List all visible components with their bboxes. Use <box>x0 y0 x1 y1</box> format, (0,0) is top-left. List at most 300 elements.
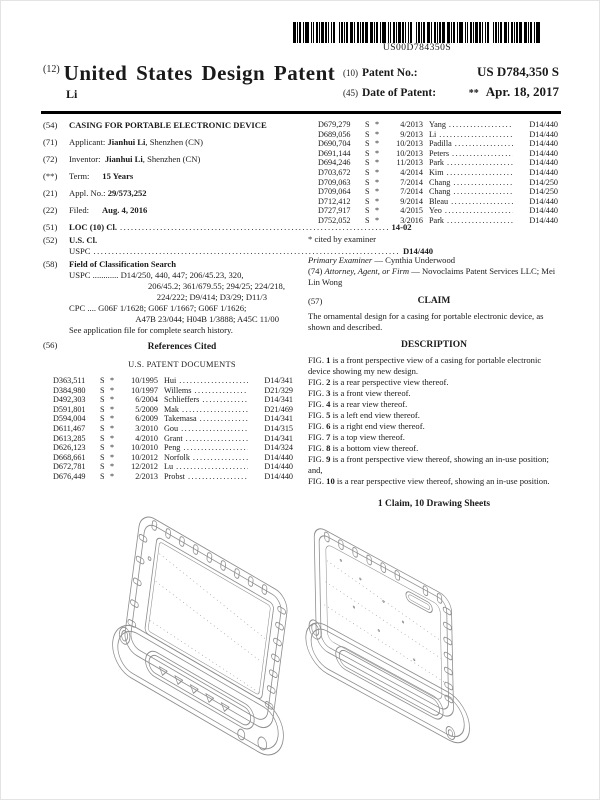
patent-number: D703,672 <box>318 167 351 177</box>
fig-label: FIG. <box>308 420 324 431</box>
date-text: Apr. 18, 2017 <box>485 84 559 99</box>
dot-leader <box>186 434 248 444</box>
patent-number-row <box>343 64 559 80</box>
classification-code: D14/341 <box>264 414 293 424</box>
fig-text: is a front perspective view thereof, showing an in-use position; and, <box>308 453 549 475</box>
kind-code: S <box>365 206 370 216</box>
dot-leader <box>182 405 248 415</box>
figure-description-line <box>308 355 541 376</box>
patent-row <box>318 158 558 168</box>
patent-row <box>318 130 558 140</box>
section-field-search <box>43 259 295 336</box>
cited-by-examiner-star: * <box>110 414 115 424</box>
classification-code: D14/440 <box>529 167 558 177</box>
kind-code: S <box>365 129 370 139</box>
patent-row <box>318 139 558 149</box>
patent-date: 7/2014 <box>400 187 423 197</box>
classification-code: D14/440 <box>529 139 558 149</box>
patentee-name: Takemasa <box>164 414 197 424</box>
patent-number: D668,661 <box>53 452 86 462</box>
patent-number: D690,704 <box>318 139 351 149</box>
appl-no-value: 29/573,252 <box>107 188 147 198</box>
patent-number: D709,063 <box>318 177 351 187</box>
field-51-code: (51) <box>43 222 58 232</box>
em-dash: — <box>374 254 383 265</box>
patent-date: 3/2016 <box>400 215 423 225</box>
patent-row <box>318 197 558 207</box>
primary-examiner-name: Cynthia Underwood <box>385 254 456 265</box>
patent-no-label: Patent No.: <box>362 67 418 79</box>
patent-number: D709,064 <box>318 187 351 197</box>
patent-number: D679,279 <box>318 120 351 129</box>
patent-date: 3/2010 <box>135 423 158 433</box>
classification-code: D14/440 <box>529 215 558 225</box>
dot-leader <box>447 216 513 226</box>
patentee-name: Probst <box>164 471 185 481</box>
patent-date: 11/2013 <box>396 158 423 168</box>
classification-code: D14/341 <box>264 433 293 443</box>
patent-date: 9/2013 <box>400 129 423 139</box>
patent-number: D727,917 <box>318 206 351 216</box>
patent-number: D363,511 <box>53 376 86 385</box>
dot-leader <box>439 130 513 140</box>
field-72-code: (72) <box>43 154 58 164</box>
fig-label: FIG. <box>308 354 324 365</box>
date-label: Date of Patent: <box>362 87 437 99</box>
dot-leader <box>194 386 248 396</box>
patent-row <box>53 424 293 434</box>
kind-code: S <box>365 120 370 129</box>
classification-code: D14/315 <box>264 423 293 433</box>
classification-code: D14/440 <box>264 452 293 462</box>
patent-row <box>318 149 558 159</box>
filed-value: Aug. 4, 2016 <box>101 205 148 215</box>
classification-code: D14/250 <box>529 177 558 187</box>
patentee-name: Willems <box>164 385 192 395</box>
kind-code: S <box>365 167 370 177</box>
dot-leader <box>176 462 248 472</box>
patent-row <box>53 386 293 396</box>
field-uspc-line3: 224/222; D9/414; D3/29; D11/3 <box>156 292 267 302</box>
primary-examiner-line <box>308 255 560 266</box>
patent-no-code: (10) <box>343 68 358 78</box>
description-heading: DESCRIPTION <box>401 339 467 350</box>
appl-no-line <box>69 188 295 199</box>
kind-code: S <box>100 443 105 453</box>
patent-date-row <box>343 84 559 100</box>
classification-code: D14/440 <box>264 462 293 472</box>
field-21-code: (21) <box>43 188 58 198</box>
field-56-code: (56) <box>43 340 58 350</box>
patent-number: D689,056 <box>318 129 351 139</box>
kind-code: S <box>365 148 370 158</box>
patent-row <box>53 434 293 444</box>
figure-description-line <box>308 443 418 453</box>
attorney-line <box>308 266 560 288</box>
classification-code: D14/440 <box>529 120 558 129</box>
kind-code: S <box>100 404 105 414</box>
patent-number: D712,412 <box>318 196 351 206</box>
dot-leader <box>188 472 248 482</box>
patent-row <box>53 443 293 453</box>
patentee-name: Lu <box>164 462 174 472</box>
figure-description-line <box>308 377 449 387</box>
patent-number: D492,303 <box>53 395 86 405</box>
attorney-label: Attorney, Agent, or Firm <box>324 265 410 276</box>
patentee-name: Bleau <box>429 196 449 206</box>
dot-leader <box>452 149 513 159</box>
fig-number: 8 <box>326 442 331 453</box>
field-search-note: See application file for complete search history. <box>69 325 233 335</box>
barcode-text: US00D784350S <box>382 43 452 53</box>
fig-number: 5 <box>326 409 331 420</box>
dot-leader <box>193 453 248 463</box>
patent-date: 10/2012 <box>131 452 158 462</box>
patentee-name: Grant <box>164 433 183 443</box>
cited-by-examiner-star: * <box>110 433 115 443</box>
patent-no-value: US D784,350 S <box>477 64 559 79</box>
loc-value: 14-02 <box>391 222 412 232</box>
dot-leader <box>181 424 248 434</box>
references-block <box>69 340 295 376</box>
fig-label: FIG. <box>308 409 324 420</box>
classification-code: D21/469 <box>264 404 293 414</box>
field-22-code: (22) <box>43 205 58 215</box>
kind-code: S <box>100 385 105 395</box>
barcode <box>293 22 541 53</box>
cited-by-examiner-star: * <box>375 158 380 168</box>
patent-date: 4/2014 <box>400 167 423 177</box>
patent-number: D613,285 <box>53 433 86 443</box>
us-patent-documents-left <box>43 376 295 482</box>
uspc-label: USPC <box>69 246 91 256</box>
patentee-name: Schlieffers <box>164 395 200 405</box>
fig-text: is a rear perspective view thereof. <box>332 376 449 387</box>
patentee-name: Li <box>429 129 437 139</box>
classification-code: D14/440 <box>529 206 558 216</box>
filed-line <box>69 205 295 216</box>
term-line <box>69 171 295 182</box>
classification-code: D14/250 <box>529 187 558 197</box>
fig-label: FIG. <box>308 453 324 464</box>
cited-by-examiner-star: * <box>110 385 115 395</box>
primary-examiner-label: Primary Examiner <box>308 254 373 265</box>
cited-by-examiner-star: * <box>375 167 380 177</box>
classification-code: D14/440 <box>529 148 558 158</box>
kind-code: S <box>100 423 105 433</box>
field-search-block <box>69 259 295 336</box>
cited-by-examiner-star: * <box>110 423 115 433</box>
dot-leader <box>202 395 248 405</box>
kind-code: S <box>100 433 105 443</box>
dot-leader <box>453 187 513 197</box>
field-71-code: (71) <box>43 137 58 147</box>
header-right <box>343 61 559 104</box>
patent-number: D384,980 <box>53 385 86 395</box>
classification-code: D14/341 <box>264 395 293 405</box>
cited-by-examiner-star: * <box>110 471 115 481</box>
patent-row <box>53 472 293 482</box>
kind-code: S <box>365 177 370 187</box>
patentee-name: Mak <box>164 404 180 414</box>
inventor-label: Inventor: <box>69 154 101 164</box>
fig-number: 3 <box>326 387 331 398</box>
us-patent-documents-heading: U.S. PATENT DOCUMENTS <box>128 360 236 369</box>
dot-leader <box>449 120 513 130</box>
cited-by-examiner-star: * <box>110 395 115 405</box>
drawing-sheet <box>41 496 561 799</box>
field-57-code: (57) <box>308 295 323 306</box>
filed-label: Filed: <box>69 205 90 215</box>
term-stars: ** <box>468 88 479 99</box>
patent-date: 2/2013 <box>135 471 158 481</box>
barcode-bars-image <box>293 22 541 43</box>
patent-date: 10/2013 <box>396 148 423 158</box>
cited-by-examiner-star: * <box>110 376 115 385</box>
fig-text: is a front view thereof. <box>332 387 411 398</box>
kind-code: S <box>365 187 370 197</box>
field-58-code: (58) <box>43 259 58 269</box>
classification-code: D14/440 <box>264 471 293 481</box>
term-code: (**) <box>43 171 58 181</box>
claims-sheets-note: 1 Claim, 10 Drawing Sheets <box>377 498 491 509</box>
patent-date: 7/2014 <box>400 177 423 187</box>
inventor-name: Jianhui Li <box>104 154 143 164</box>
patent-row <box>318 120 558 130</box>
section-filed <box>43 205 295 216</box>
patent-row <box>318 206 558 216</box>
figure-description-line <box>308 388 411 398</box>
kind-code: S <box>365 139 370 149</box>
dot-leader <box>453 178 513 188</box>
fig-text: is a left end view thereof. <box>332 409 420 420</box>
applicant-name: Jianhui Li <box>107 137 146 147</box>
patent-row <box>318 187 558 197</box>
figure-description-line <box>308 421 425 431</box>
figure-description-line <box>308 476 550 486</box>
field-cpc-line1: CPC .... G06F 1/1628; G06F 1/1667; G06F 1/1626; <box>69 303 247 313</box>
patentee-name: Kim <box>429 167 444 177</box>
patent-number: D676,449 <box>53 471 86 481</box>
patentee-name: Chang <box>429 187 451 197</box>
patentee-name: Park <box>429 158 445 168</box>
patentee-name: Peters <box>429 148 450 158</box>
patent-number: D691,144 <box>318 148 351 158</box>
cited-by-examiner-star: * <box>375 177 380 187</box>
patent-number: D694,246 <box>318 158 351 168</box>
field-uspc-line2: 206/45.2; 361/679.55; 294/25; 224/218, <box>147 281 285 291</box>
patent-number: D626,123 <box>53 443 86 453</box>
kind-code: S <box>100 452 105 462</box>
figure-description-line <box>308 410 420 420</box>
kind-code: S <box>100 395 105 405</box>
right-column <box>308 120 560 510</box>
patent-date: 10/2010 <box>131 443 158 453</box>
patent-row <box>53 395 293 405</box>
patent-date: 10/2013 <box>396 139 423 149</box>
inventor-location: , Shenzhen (CN) <box>142 154 201 164</box>
date-value <box>436 84 559 100</box>
uspc-value: D14/440 <box>402 246 434 256</box>
dot-leader <box>200 414 248 424</box>
fig-number: 2 <box>326 376 331 387</box>
figure-description-line <box>308 454 549 475</box>
appl-no-label: Appl. No.: <box>69 188 106 198</box>
inventor-line <box>69 154 295 165</box>
classification-code: D14/440 <box>529 196 558 206</box>
classification-code: D14/440 <box>529 129 558 139</box>
cited-by-examiner-star: * <box>375 148 380 158</box>
dot-leader <box>451 197 513 207</box>
dot-leader <box>447 158 513 168</box>
figure-rear-perspective-drawing <box>301 496 561 799</box>
field-uspc-line1: USPC ............ D14/250, 440, 447; 206/45.23, 320, <box>69 270 244 280</box>
examiner-block <box>308 255 560 288</box>
fig-label: FIG. <box>308 442 324 453</box>
fig-text: is a rear view thereof. <box>332 398 408 409</box>
classification-code: D14/440 <box>529 158 558 168</box>
patent-date: 9/2014 <box>400 196 423 206</box>
cited-by-examiner-star: * <box>110 404 115 414</box>
fig-text: is a right end view thereof. <box>332 420 425 431</box>
us-patent-documents-right <box>308 120 560 226</box>
cited-by-examiner-star: * <box>375 215 380 225</box>
references-heading: References Cited <box>147 342 217 352</box>
claim-text: The ornamental design for a casing for portable electronic device, as shown and described. <box>308 310 544 332</box>
term-value: 15 Years <box>102 171 134 181</box>
section-title <box>43 120 295 131</box>
patentee-name: Chang <box>429 177 451 187</box>
document-header <box>43 61 559 104</box>
cited-by-examiner-star: * <box>110 443 115 453</box>
kind-code: S <box>100 414 105 424</box>
section-term <box>43 171 295 182</box>
figure-description-line <box>308 432 405 442</box>
date-code: (45) <box>343 88 358 98</box>
patent-number: D611,467 <box>53 423 86 433</box>
applicant-location: , Shenzhen (CN) <box>145 137 203 147</box>
fig-text: is a front perspective view of a casing for portable electronic device showing my new design. <box>308 354 542 376</box>
patentee-name: Peng <box>164 443 181 453</box>
patent-date: 4/2010 <box>135 433 158 443</box>
dot-leader <box>455 139 513 149</box>
patent-date: 10/1997 <box>131 385 158 395</box>
fig-number: 7 <box>326 431 331 442</box>
us-cl-label: U.S. Cl. <box>69 235 98 245</box>
section-references <box>43 340 295 376</box>
kind-code: S <box>100 471 105 481</box>
field-search-label: Field of Classification Search <box>69 259 177 269</box>
patentee-name: Yeo <box>429 206 442 216</box>
dot-leader <box>183 443 248 453</box>
fig-text: is a bottom view thereof. <box>332 442 419 453</box>
fig-label: FIG. <box>308 475 324 486</box>
cited-by-examiner-star: * <box>375 120 380 129</box>
kind-code: (12) <box>43 64 60 75</box>
patentee-name: Gou <box>164 423 179 433</box>
fig-label: FIG. <box>308 431 324 442</box>
figure-front-perspective-drawing <box>41 496 301 799</box>
section-loc <box>43 222 412 233</box>
patent-date: 6/2009 <box>135 414 158 424</box>
figure-description-line <box>308 399 407 409</box>
patent-date: 5/2009 <box>135 404 158 414</box>
attorney-name: Novoclaims Patent Services LLC; Mei Lin Wong <box>308 265 556 287</box>
patentee-name: Hui <box>164 376 177 385</box>
section-inventor <box>43 154 295 165</box>
patent-date: 12/2012 <box>131 462 158 472</box>
cited-by-examiner-note: * cited by examiner <box>308 233 377 244</box>
fig-text: is a top view thereof. <box>332 431 405 442</box>
patent-number: D752,052 <box>318 215 351 225</box>
field-cpc-line2: A47B 23/044; H04B 1/3888; A45C 11/00 <box>135 314 279 324</box>
field-74-code: (74) <box>308 265 323 276</box>
claim-heading: CLAIM <box>417 295 451 306</box>
dot-leader <box>447 168 513 178</box>
fig-number: 4 <box>326 398 331 409</box>
cited-by-examiner-star: * <box>110 462 115 472</box>
kind-code: S <box>100 376 105 385</box>
invention-title: CASING FOR PORTABLE ELECTRONIC DEVICE <box>69 120 267 130</box>
patent-row <box>318 216 558 226</box>
kind-code: S <box>365 196 370 206</box>
fig-label: FIG. <box>308 398 324 409</box>
field-54-code: (54) <box>43 120 58 130</box>
patent-row <box>318 178 558 188</box>
classification-code: D14/341 <box>264 376 293 385</box>
patent-row <box>53 462 293 472</box>
cited-by-examiner-star: * <box>110 452 115 462</box>
inventor-surname: Li <box>66 87 78 101</box>
biblio-columns <box>43 120 561 510</box>
patent-date: 10/1995 <box>131 376 158 385</box>
fig-label: FIG. <box>308 387 324 398</box>
header-divider <box>41 111 561 114</box>
cited-by-examiner-star: * <box>375 187 380 197</box>
patent-row <box>53 405 293 415</box>
cited-by-examiner-star: * <box>375 139 380 149</box>
classification-code: D14/324 <box>264 443 293 453</box>
patent-date: 4/2015 <box>400 206 423 216</box>
patent-number: D591,801 <box>53 404 86 414</box>
em-dash: — <box>411 265 420 276</box>
patentee-name: Padilla <box>429 139 452 149</box>
applicant-line <box>69 137 295 148</box>
patent-number: D672,781 <box>53 462 86 472</box>
dot-leader <box>179 376 248 386</box>
patentee-name: Yang <box>429 120 446 129</box>
kind-code: S <box>100 462 105 472</box>
document-title: United States Design Patent <box>63 61 336 85</box>
cited-by-examiner-star: * <box>375 196 380 206</box>
dot-leader <box>445 206 513 216</box>
fig-number: 1 <box>326 354 331 365</box>
fig-number: 10 <box>326 475 335 486</box>
fig-number: 6 <box>326 420 331 431</box>
cited-by-examiner-star: * <box>375 206 380 216</box>
cited-by-examiner-star: * <box>375 129 380 139</box>
loc-label: LOC (10) Cl. <box>69 222 117 232</box>
header-left <box>43 61 343 104</box>
section-applicant <box>43 137 295 148</box>
patentee-name: Park <box>429 215 445 225</box>
patent-number: D594,004 <box>53 414 86 424</box>
patent-row <box>53 376 293 386</box>
patent-row <box>53 453 293 463</box>
applicant-label: Applicant: <box>69 137 106 147</box>
fig-number: 9 <box>326 453 331 464</box>
patentee-name: Norfolk <box>164 452 190 462</box>
